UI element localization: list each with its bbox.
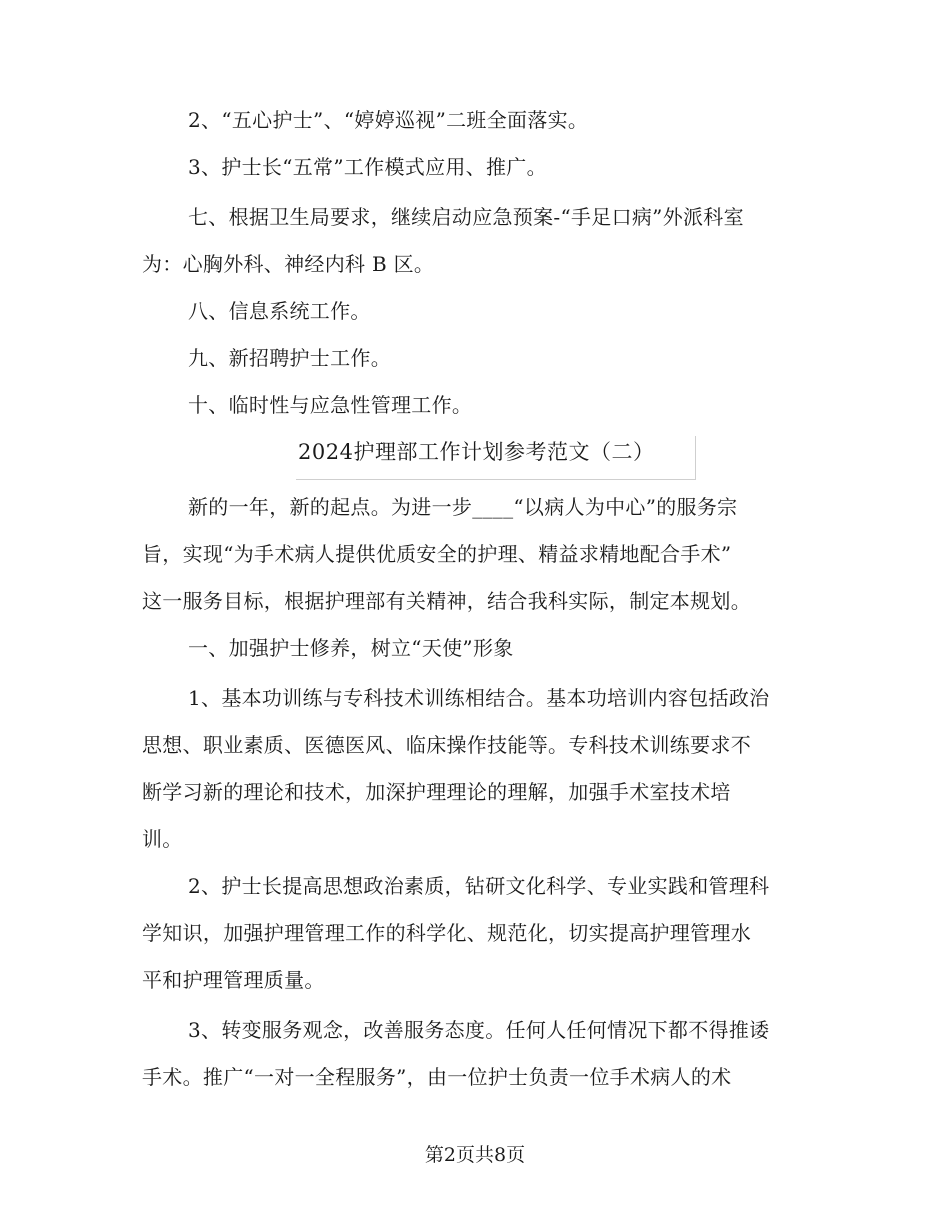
heading-1: 一、加强护士修养，树立“天使”形象 (188, 636, 514, 660)
section-8: 八、信息系统工作。 (188, 299, 371, 323)
item-1-line-4: 训。 (142, 827, 183, 851)
item-2-line-3: 平和护理管理质量。 (142, 968, 325, 992)
section-7-line-2: 为：心胸外科、神经内科 B 区。 (142, 252, 435, 276)
item-1-line-1: 1、基本功训练与专科技术训练相结合。基本功培训内容包括政治 (188, 686, 770, 710)
intro-line-1: 新的一年，新的起点。为进一步____“以病人为中心”的服务宗 (188, 495, 738, 519)
section-9: 九、新招聘护士工作。 (188, 346, 391, 370)
intro-line-2: 旨，实现“为手术病人提供优质安全的护理、精益求精地配合手术” (142, 542, 732, 566)
item-1-line-3: 断学习新的理论和技术，加深护理理论的理解，加强手术室技术培 (142, 780, 731, 804)
list-item-2: 2、“五心护士”、“婷婷巡视”二班全面落实。 (188, 108, 589, 132)
list-item-3: 3、护士长“五常”工作模式应用、推广。 (188, 155, 547, 179)
section-10: 十、临时性与应急性管理工作。 (188, 393, 473, 417)
item-2-line-2: 学知识，加强护理管理工作的科学化、规范化，切实提高护理管理水 (142, 921, 751, 945)
section-7-line-1: 七、根据卫生局要求，继续启动应急预案-“手足口病”外派科室 (188, 205, 744, 229)
item-2-line-1: 2、护士长提高思想政治素质，钻研文化科学、专业实践和管理科 (188, 874, 770, 898)
item-3-line-1: 3、转变服务观念，改善服务态度。任何人任何情况下都不得推诿 (188, 1018, 770, 1042)
page-number: 第2页共8页 (424, 1144, 526, 1166)
section-title: 2024护理部工作计划参考范文（二） (298, 440, 655, 464)
item-3-line-2: 手术。推广“一对一全程服务”，由一位护士负责一位手术病人的术 (142, 1065, 732, 1089)
item-1-line-2: 思想、职业素质、医德医风、临床操作技能等。专科技术训练要求不 (142, 733, 751, 757)
intro-line-3: 这一服务目标，根据护理部有关精神，结合我科实际，制定本规划。 (142, 589, 751, 613)
